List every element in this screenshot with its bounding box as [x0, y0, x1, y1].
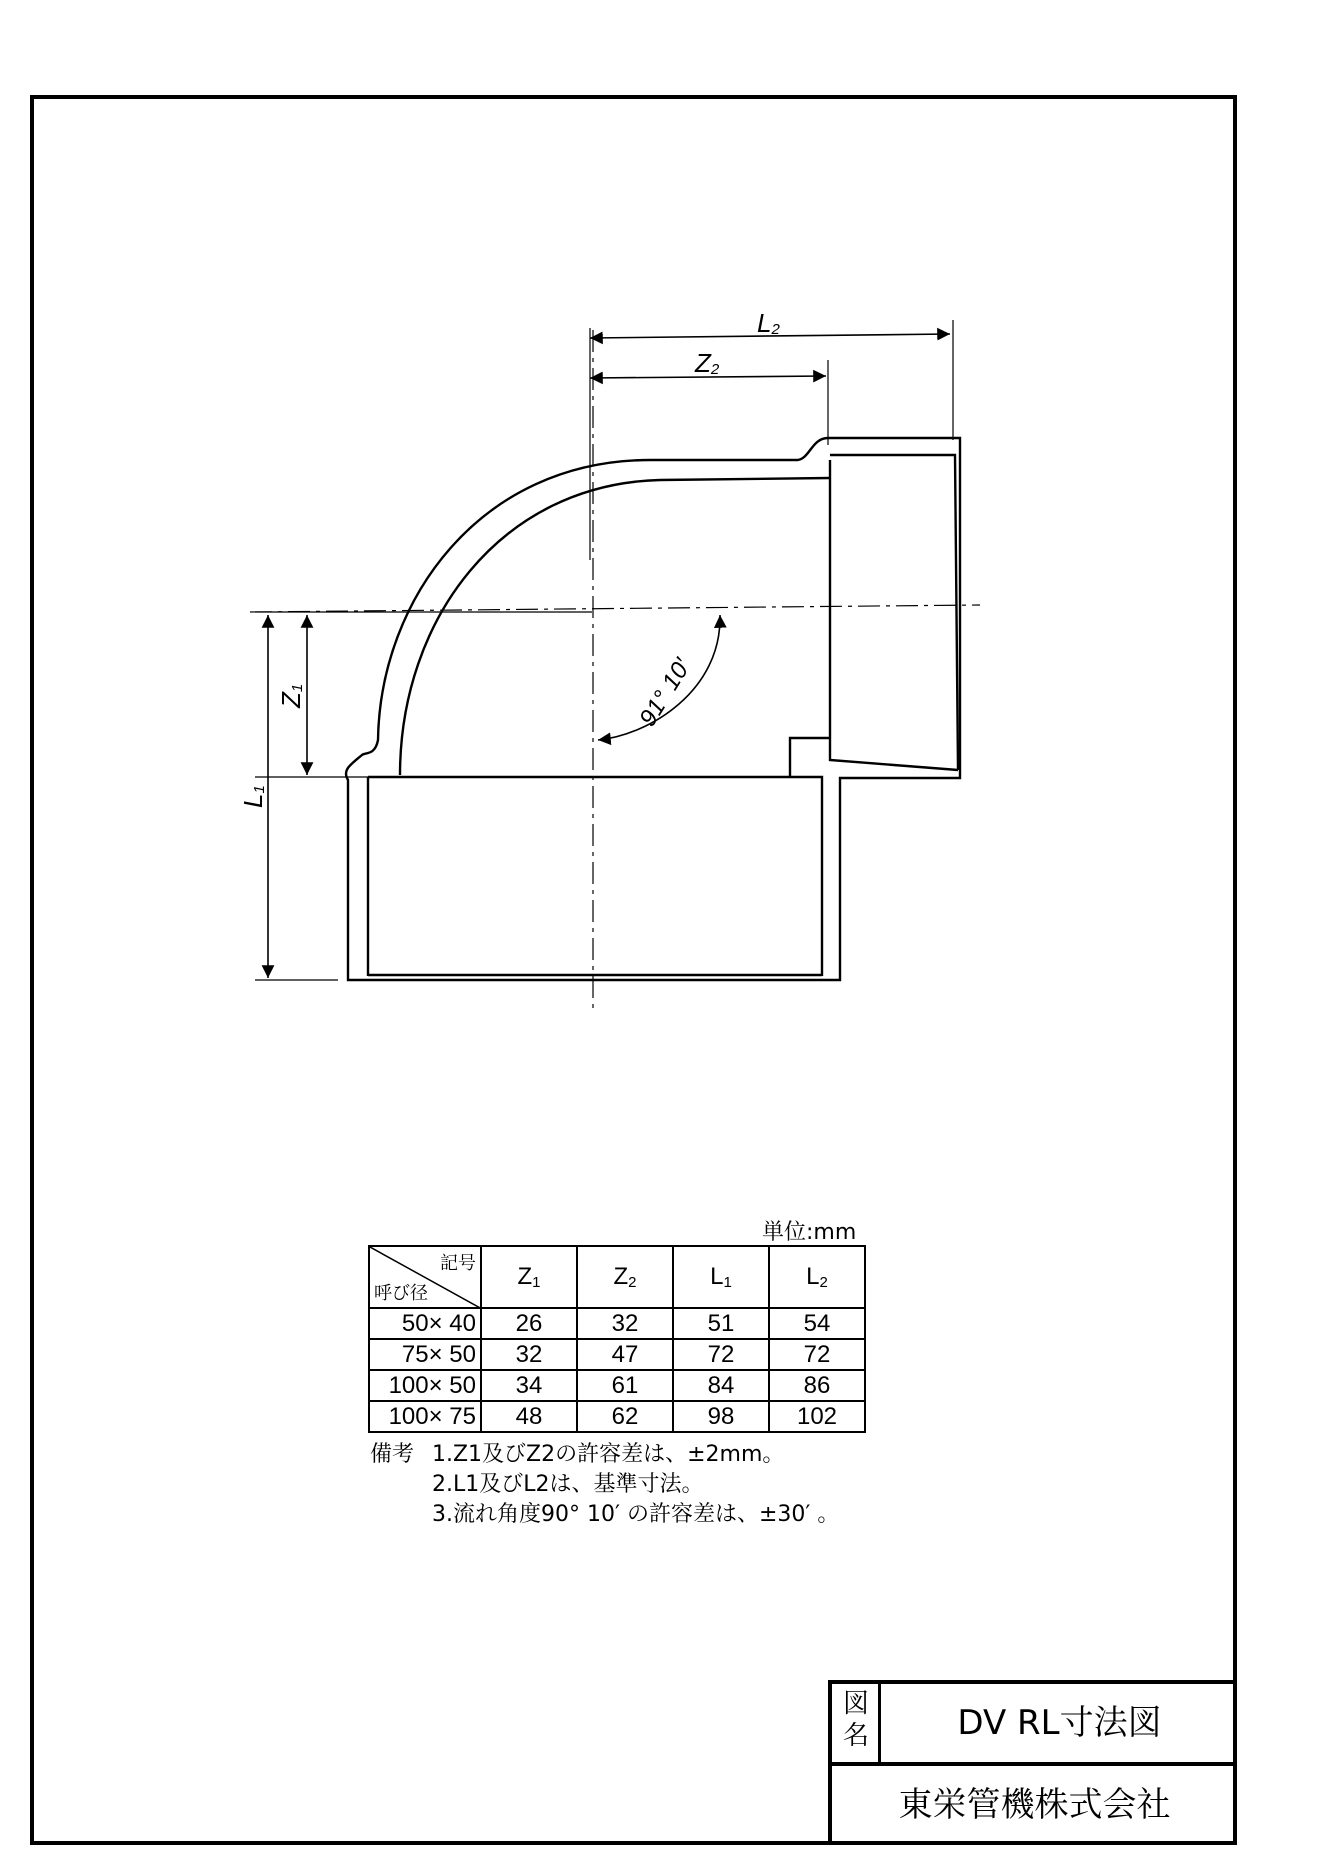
cell-z1: 34	[481, 1370, 577, 1401]
cell-z2: 47	[577, 1339, 673, 1370]
company-name: 東栄管機株式会社	[898, 1785, 1171, 1825]
dimension-labels	[238, 308, 780, 808]
title-block	[828, 1680, 1237, 1845]
z2-label: Z2	[695, 348, 720, 378]
table-row	[369, 1401, 865, 1432]
corner-size-label: 呼び径	[374, 1283, 428, 1303]
unit-note: 単位:mm	[762, 1220, 857, 1245]
cell-l1: 51	[673, 1308, 769, 1339]
angle-label: 91° 10′	[634, 653, 697, 732]
l1-label: L1	[238, 785, 268, 808]
header-l1: $L_1$	[673, 1246, 769, 1308]
remarks-label: 備考	[370, 1442, 415, 1467]
row-size: 75× 50	[369, 1339, 481, 1370]
cell-l1: 98	[673, 1401, 769, 1432]
header-l2: $L_2$	[769, 1246, 865, 1308]
table-header-row	[369, 1246, 865, 1308]
table-row	[369, 1370, 865, 1401]
cell-l2: 86	[769, 1370, 865, 1401]
cell-l2: 54	[769, 1308, 865, 1339]
cell-z2: 62	[577, 1401, 673, 1432]
drawing-name-label: 図 名	[842, 1689, 869, 1751]
row-size: 100× 75	[369, 1401, 481, 1432]
cell-z1: 32	[481, 1339, 577, 1370]
l2-label: L2	[757, 308, 780, 338]
cell-l2: 72	[769, 1339, 865, 1370]
row-size: 50× 40	[369, 1308, 481, 1339]
cell-l1: 72	[673, 1339, 769, 1370]
table-row	[369, 1308, 865, 1339]
remark-line	[370, 1440, 839, 1470]
dimension-lines	[268, 334, 950, 978]
dimension-table	[368, 1245, 866, 1433]
cell-z1: 48	[481, 1401, 577, 1432]
remark-line	[370, 1500, 839, 1530]
remarks	[370, 1440, 839, 1530]
header-z2: $Z_2$	[577, 1246, 673, 1308]
cell-l2: 102	[769, 1401, 865, 1432]
row-size: 100× 50	[369, 1370, 481, 1401]
remark-text: 3.流れ角度90° 10′ の許容差は、±30′ 。	[432, 1502, 840, 1527]
drawing-title: DV RL寸法図	[957, 1703, 1162, 1743]
cell-z1: 26	[481, 1308, 577, 1339]
extension-lines	[255, 320, 953, 980]
cell-z2: 61	[577, 1370, 673, 1401]
remark-text: 1.Z1及びZ2の許容差は、±2mm。	[432, 1442, 785, 1467]
remark-line	[370, 1470, 839, 1500]
remark-text: 2.L1及びL2は、基準寸法。	[432, 1472, 704, 1497]
z1-label: Z1	[276, 683, 306, 708]
cell-l1: 84	[673, 1370, 769, 1401]
table-corner-cell	[369, 1246, 481, 1308]
table-row	[369, 1339, 865, 1370]
corner-symbol-label: 記号	[440, 1253, 476, 1273]
cell-z2: 32	[577, 1308, 673, 1339]
center-lines	[250, 330, 980, 1010]
header-z1: $Z_1$	[481, 1246, 577, 1308]
